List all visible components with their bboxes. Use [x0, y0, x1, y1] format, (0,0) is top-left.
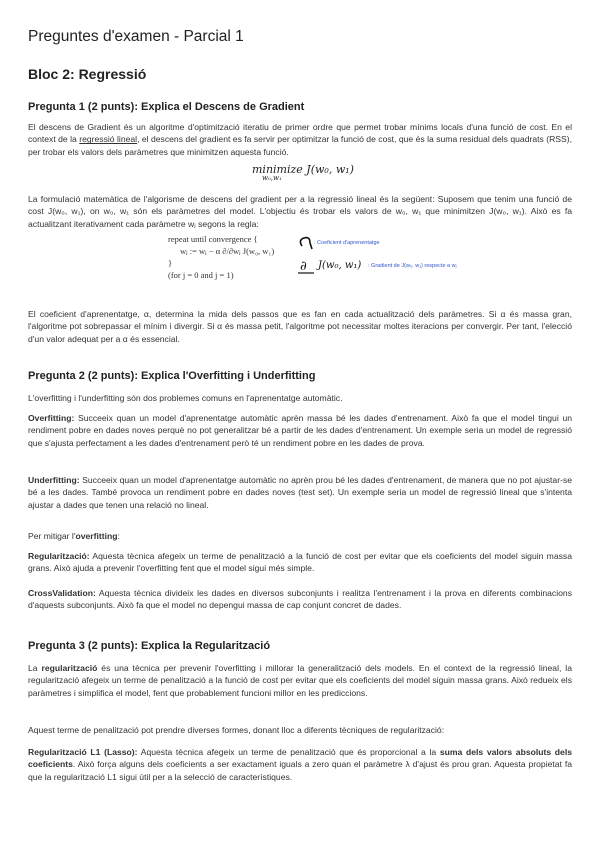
text-run: , el descens del gradient es fa servir per optimitzar la funció de cost, que és la suma residual dels quadrats (RSS), per trobar els valors dels paràmetres que minimitzen aquesta funció.: [28, 134, 572, 157]
svg-text:∂: ∂: [300, 259, 307, 274]
regularization-technique: [28, 550, 572, 575]
question-3-paragraph-1: [28, 662, 572, 699]
lasso-label: Regularització L1 (Lasso):: [28, 747, 138, 757]
algorithm-line-2: wⱼ := wⱼ − α ∂/∂wⱼ J(w₀, w₁): [180, 246, 275, 256]
text-run: Per mitigar l': [28, 531, 76, 541]
alpha-legend: : Coeficient d'aprenentatge: [314, 240, 380, 246]
regularization-label: Regularització:: [28, 551, 90, 561]
text-run: és una tècnica per prevenir l'overfitting i millorar la generalització dels models. En el context de la regressió lineal, la regularització afegeix un terme de penalització a la funció de cost per evitar que els coeficients del model siguin massa grans. Això redueix els paràmetres i simplifica el model, fent que probablement funcioni millor en les prediccions.: [28, 663, 572, 698]
text-run: El descens de Gradient és un algoritme d'optimització iteratiu de primer ordre que permet trobar mínims locals d'una funció de cost. En el context de la: [28, 122, 572, 145]
text-run: Succeeix quan un model d'aprenentatge automàtic no aprèn prou bé les dades d'entrenament, de manera que no pot ajustar-se bé a les dades. També provoca un rendiment pobre en dades noves (test set). Un exemple seria un model de regressió lineal que s'intenta ajustar a dades que tenen una relació no lineal.: [28, 475, 572, 510]
question-3-title: Pregunta 3 (2 punts): Explica la Regularització: [28, 640, 271, 652]
underfitting-definition: [28, 474, 572, 511]
gradient-descent-algorithm: [168, 233, 274, 281]
overfitting-definition: [28, 412, 572, 449]
algorithm-line-3: }: [168, 258, 173, 268]
question-3-paragraph-2: Aquest terme de penalització pot prendre diverses formes, donant lloc a diferents tècniques de regularització:: [28, 725, 445, 735]
text-run: Aquesta tècnica divideix les dades en diversos subconjunts i realitza l'entrenament i la prova en diferents combinacions d'aquests subconjunts. Això fa que el model no depengui massa de cap conjunt concret de dades.: [28, 588, 572, 611]
svg-text:J(w₀, w₁): J(w₀, w₁): [318, 260, 362, 271]
regularization-emphasis: regularització: [41, 663, 98, 673]
question-1-paragraph-1: [28, 121, 572, 158]
text-run: Succeeix quan un model d'aprenentatge automàtic aprèn massa bé les dades d'entrenament. Això fa que el model tingui un rendiment pobre en dades noves perquè no pot generalitzar bé a partir de les dades d'entrenament. Un exemple seria un model de regressió que s'ajusta perfectament a les dades d'entrenament però té un rendiment pobre en les dades de prova.: [28, 413, 572, 448]
algorithm-line-4: (for j = 0 and j = 1): [168, 270, 234, 280]
section-title: Bloc 2: Regressió: [28, 66, 147, 82]
mitigation-intro: [28, 530, 572, 542]
question-1-paragraph-2: La formulació matemàtica de l'algorisme de descens del gradient per a la regressió lineal és la següent: Suposem que tenim una funció de cost J(w₀, w₁), on w₀, w₁ són els paràmetres del model. L'objectiu és trobar els valors de w₀, w₁ que minimitzen J(w₀, w₁). Això es fa actualitzant iterativament cada paràmetre wⱼ segons la regla:: [28, 194, 572, 229]
text-run: Aquesta tècnica afegeix un terme de penalització a la funció de cost per evitar que els coeficients del model siguin massa grans. Això ajuda a prevenir l'overfitting fent que el model sigui més simple.: [28, 551, 572, 574]
question-2-intro: L'overfitting i l'underfitting són dos problemes comuns en l'aprenentatge automàtic.: [28, 393, 343, 403]
document-title: Preguntes d'examen - Parcial 1: [28, 28, 244, 45]
text-run: . Això força alguns dels coeficients a ser exactament iguals a zero quan el paràmetre λ d'ajust és prou gran. Aquesta propietat fa que la regularització L1 sigui útil per a la selecció de característiques.: [28, 759, 572, 782]
question-2-title: Pregunta 2 (2 punts): Explica l'Overfitting i Underfitting: [28, 370, 316, 382]
formula-main: minimize J(w₀, w₁): [252, 163, 354, 176]
regressio-lineal-link[interactable]: regressió lineal: [79, 134, 138, 145]
overfitting-label: Overfitting:: [28, 413, 75, 423]
crossvalidation-technique: [28, 587, 572, 612]
text-run: :: [117, 531, 120, 541]
algorithm-line-1: repeat until convergence {: [168, 234, 258, 244]
text-run: La: [28, 663, 42, 673]
lasso-emphasis: suma dels valors absoluts dels coeficients: [28, 747, 573, 770]
formula-subscript: w₀,w₁: [262, 174, 282, 182]
question-1-paragraph-3: El coeficient d'aprenentatge, α, determina la mida dels passos que es fan en cada actualització dels paràmetres. Si α és massa gran, l'algoritme pot sobrepassar el mínim i divergir. Si α és massa petit, l'algoritme pot necessitar moltes iteracions per convergir. Per tant, l'elecció d'un valor adequat per a α és essencial.: [28, 309, 572, 344]
question-1-title: Pregunta 1 (2 punts): Explica el Descens de Gradient: [28, 101, 305, 113]
overfitting-emphasis: overfitting: [75, 531, 118, 541]
gradient-legend: : Gradient de J(w₀, w₁) respecte a wⱼ: [368, 263, 457, 269]
minimize-formula: [252, 163, 354, 182]
underfitting-label: Underfitting:: [28, 475, 80, 485]
lasso-definition: [28, 746, 572, 783]
crossvalidation-label: CrossValidation:: [28, 588, 96, 598]
text-run: Aquesta tècnica afegeix un terme de penalització que és proporcional a la: [137, 747, 440, 757]
